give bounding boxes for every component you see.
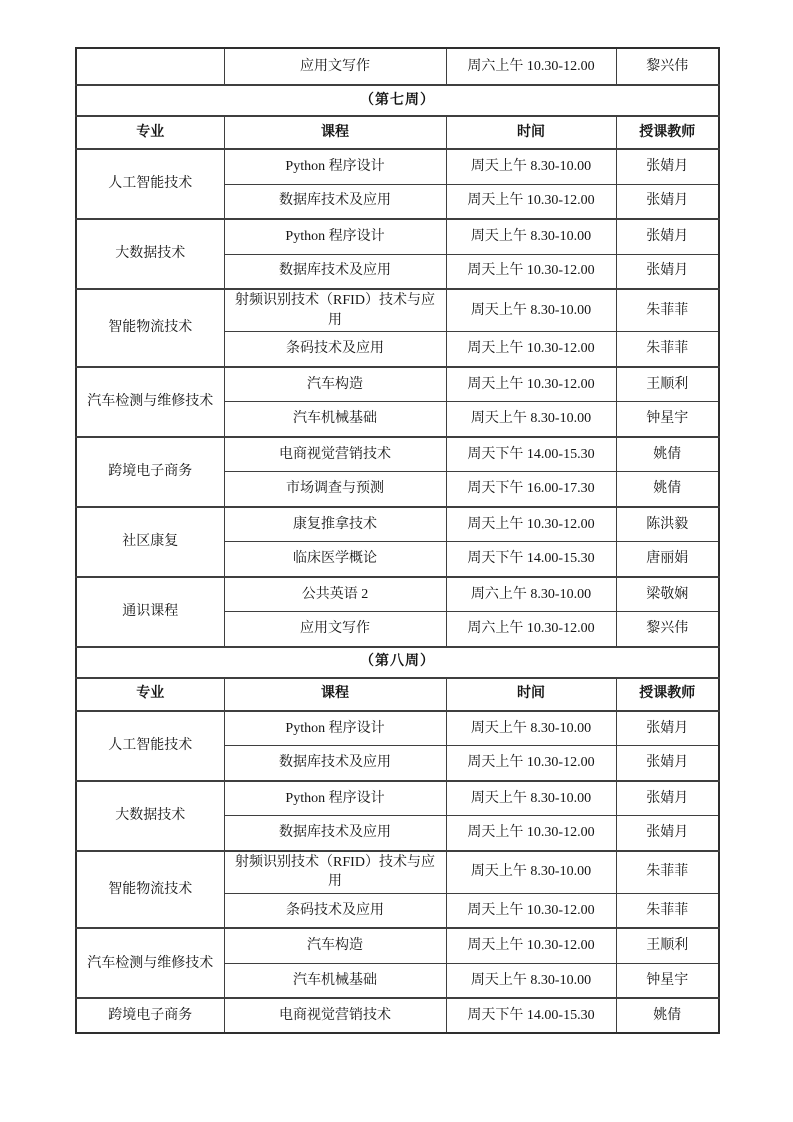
- time-cell: 周天上午 10.30-12.00: [446, 254, 616, 289]
- column-header: 时间: [446, 678, 616, 711]
- column-header: 课程: [224, 678, 446, 711]
- time-cell: 周天上午 8.30-10.00: [446, 149, 616, 184]
- teacher-cell: 黎兴伟: [616, 48, 719, 85]
- week-banner-row: [76, 85, 719, 116]
- major-cell: 智能物流技术: [76, 289, 224, 367]
- table-row: [76, 781, 719, 816]
- time-cell: 周天上午 8.30-10.00: [446, 851, 616, 894]
- teacher-cell: 姚倩: [616, 437, 719, 472]
- teacher-cell: 王顺利: [616, 928, 719, 963]
- teacher-cell: 朱菲菲: [616, 289, 719, 332]
- major-cell: 大数据技术: [76, 219, 224, 289]
- time-cell: 周天上午 10.30-12.00: [446, 928, 616, 963]
- course-cell: 数据库技术及应用: [224, 184, 446, 219]
- course-cell: 条码技术及应用: [224, 893, 446, 928]
- table-row: [76, 507, 719, 542]
- column-header: 课程: [224, 116, 446, 149]
- time-cell: 周天上午 10.30-12.00: [446, 367, 616, 402]
- major-cell: 汽车检测与维修技术: [76, 367, 224, 437]
- teacher-cell: 朱菲菲: [616, 893, 719, 928]
- major-cell: 社区康复: [76, 507, 224, 577]
- carryover-row: [76, 48, 719, 85]
- course-cell: 射频识别技术（RFID）技术与应用: [224, 289, 446, 332]
- major-cell: [76, 48, 224, 85]
- schedule-table: [75, 47, 720, 1034]
- time-cell: 周天上午 10.30-12.00: [446, 332, 616, 367]
- teacher-cell: 张婧月: [616, 254, 719, 289]
- course-cell: Python 程序设计: [224, 781, 446, 816]
- teacher-cell: 张婧月: [616, 816, 719, 851]
- course-cell: Python 程序设计: [224, 219, 446, 254]
- course-cell: 数据库技术及应用: [224, 254, 446, 289]
- column-header-row: [76, 116, 719, 149]
- major-cell: 通识课程: [76, 577, 224, 647]
- teacher-cell: 张婧月: [616, 149, 719, 184]
- course-cell: 电商视觉营销技术: [224, 998, 446, 1033]
- course-cell: 康复推拿技术: [224, 507, 446, 542]
- time-cell: 周天上午 8.30-10.00: [446, 963, 616, 998]
- table-row: [76, 367, 719, 402]
- table-row: [76, 289, 719, 332]
- time-cell: 周天上午 8.30-10.00: [446, 781, 616, 816]
- time-cell: 周六上午 8.30-10.00: [446, 577, 616, 612]
- course-cell: 公共英语 2: [224, 577, 446, 612]
- time-cell: 周天上午 10.30-12.00: [446, 184, 616, 219]
- week-banner-row: [76, 647, 719, 678]
- major-cell: 跨境电子商务: [76, 998, 224, 1033]
- teacher-cell: 张婧月: [616, 711, 719, 746]
- time-cell: 周六上午 10.30-12.00: [446, 612, 616, 647]
- course-cell: 汽车机械基础: [224, 963, 446, 998]
- teacher-cell: 张婧月: [616, 184, 719, 219]
- teacher-cell: 陈洪毅: [616, 507, 719, 542]
- column-header: 授课教师: [616, 678, 719, 711]
- week-banner: （第八周）: [76, 647, 719, 678]
- column-header: 专业: [76, 678, 224, 711]
- time-cell: 周天上午 8.30-10.00: [446, 289, 616, 332]
- course-cell: Python 程序设计: [224, 711, 446, 746]
- teacher-cell: 唐丽娟: [616, 542, 719, 577]
- course-cell: 条码技术及应用: [224, 332, 446, 367]
- teacher-cell: 钟星宇: [616, 402, 719, 437]
- time-cell: 周天上午 8.30-10.00: [446, 711, 616, 746]
- time-cell: 周天上午 8.30-10.00: [446, 402, 616, 437]
- time-cell: 周天下午 16.00-17.30: [446, 472, 616, 507]
- course-cell: 数据库技术及应用: [224, 746, 446, 781]
- time-cell: 周天上午 10.30-12.00: [446, 816, 616, 851]
- major-cell: 大数据技术: [76, 781, 224, 851]
- teacher-cell: 钟星宇: [616, 963, 719, 998]
- table-row: [76, 851, 719, 894]
- teacher-cell: 朱菲菲: [616, 851, 719, 894]
- course-cell: 射频识别技术（RFID）技术与应用: [224, 851, 446, 894]
- course-cell: Python 程序设计: [224, 149, 446, 184]
- teacher-cell: 张婧月: [616, 781, 719, 816]
- course-cell: 汽车构造: [224, 367, 446, 402]
- major-cell: 人工智能技术: [76, 711, 224, 781]
- time-cell: 周天上午 10.30-12.00: [446, 893, 616, 928]
- column-header-row: [76, 678, 719, 711]
- course-cell: 应用文写作: [224, 612, 446, 647]
- course-cell: 汽车构造: [224, 928, 446, 963]
- time-cell: 周六上午 10.30-12.00: [446, 48, 616, 85]
- table-row: [76, 437, 719, 472]
- time-cell: 周天上午 10.30-12.00: [446, 746, 616, 781]
- teacher-cell: 姚倩: [616, 998, 719, 1033]
- teacher-cell: 朱菲菲: [616, 332, 719, 367]
- table-row: [76, 928, 719, 963]
- table-row: [76, 149, 719, 184]
- teacher-cell: 姚倩: [616, 472, 719, 507]
- teacher-cell: 张婧月: [616, 219, 719, 254]
- teacher-cell: 张婧月: [616, 746, 719, 781]
- table-row: [76, 219, 719, 254]
- course-cell: 电商视觉营销技术: [224, 437, 446, 472]
- course-cell: 数据库技术及应用: [224, 816, 446, 851]
- column-header: 时间: [446, 116, 616, 149]
- major-cell: 汽车检测与维修技术: [76, 928, 224, 998]
- week-banner: （第七周）: [76, 85, 719, 116]
- time-cell: 周天上午 10.30-12.00: [446, 507, 616, 542]
- teacher-cell: 梁敬娴: [616, 577, 719, 612]
- table-row: [76, 577, 719, 612]
- course-cell: 市场调查与预测: [224, 472, 446, 507]
- time-cell: 周天下午 14.00-15.30: [446, 998, 616, 1033]
- column-header: 专业: [76, 116, 224, 149]
- column-header: 授课教师: [616, 116, 719, 149]
- teacher-cell: 王顺利: [616, 367, 719, 402]
- course-cell: 应用文写作: [224, 48, 446, 85]
- table-row: [76, 998, 719, 1033]
- course-cell: 临床医学概论: [224, 542, 446, 577]
- major-cell: 跨境电子商务: [76, 437, 224, 507]
- time-cell: 周天下午 14.00-15.30: [446, 542, 616, 577]
- table-row: [76, 711, 719, 746]
- time-cell: 周天下午 14.00-15.30: [446, 437, 616, 472]
- major-cell: 智能物流技术: [76, 851, 224, 929]
- time-cell: 周天上午 8.30-10.00: [446, 219, 616, 254]
- major-cell: 人工智能技术: [76, 149, 224, 219]
- teacher-cell: 黎兴伟: [616, 612, 719, 647]
- course-cell: 汽车机械基础: [224, 402, 446, 437]
